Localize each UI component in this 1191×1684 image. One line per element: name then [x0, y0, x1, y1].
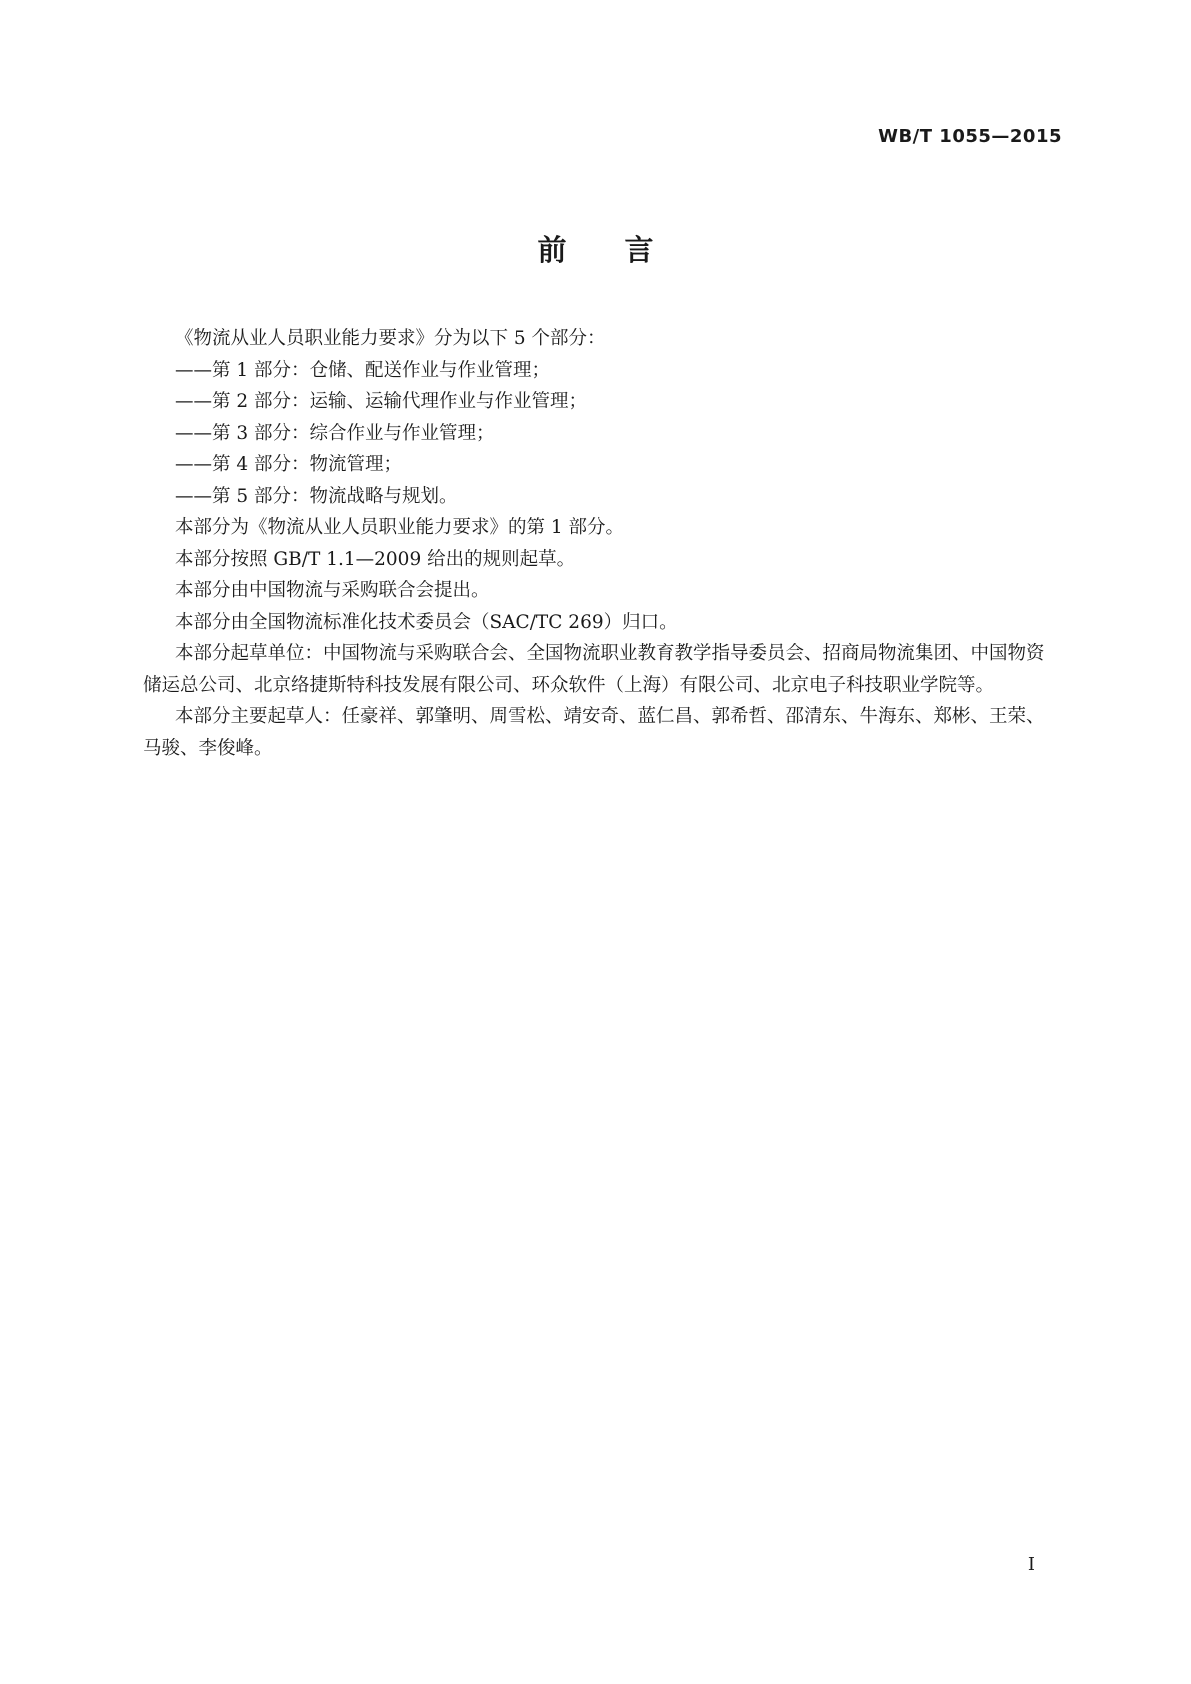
- list-item-part-4: ——第 4 部分：物流管理；: [175, 454, 403, 475]
- standard-code: WB/T 1055—2015: [878, 126, 1062, 147]
- proposed-by-paragraph: 本部分由中国物流与采购联合会提出。: [175, 580, 490, 601]
- page-title: 前言: [537, 233, 712, 267]
- drafting-units-paragraph: 本部分起草单位：中国物流与采购联合会、全国物流职业教育教学指导委员会、招商局物流集团、中国物资储运总公司、北京络捷斯特科技发展有限公司、环众软件（上海）有限公司、北京电子科技职业学院等。: [143, 643, 1045, 696]
- managed-by-paragraph: 本部分由全国物流标准化技术委员会（SAC/TC 269）归口。: [175, 611, 678, 633]
- list-item-part-5: ——第 5 部分：物流战略与规划。: [175, 485, 458, 507]
- this-part-paragraph: 本部分为《物流从业人员职业能力要求》的第 1 部分。: [175, 517, 625, 538]
- list-item-part-1: ——第 1 部分：仓储、配送作业与作业管理；: [175, 359, 551, 381]
- list-item-part-2: ——第 2 部分：运输、运输代理作业与作业管理；: [175, 391, 588, 412]
- list-item-part-3: ——第 3 部分：综合作业与作业管理；: [175, 422, 495, 444]
- drafting-rules-paragraph: 本部分按照 GB/T 1.1—2009 给出的规则起草。: [175, 548, 576, 570]
- page-number: I: [1027, 1554, 1035, 1575]
- intro-paragraph: 《物流从业人员职业能力要求》分为以下 5 个部分：: [175, 328, 606, 349]
- main-drafters-paragraph: 本部分主要起草人：任豪祥、郭肇明、周雪松、靖安奇、蓝仁昌、郭希哲、邵清东、牛海东、郑彬、王荣、马骏、李俊峰。: [143, 706, 1045, 759]
- foreword-body: [143, 323, 1060, 764]
